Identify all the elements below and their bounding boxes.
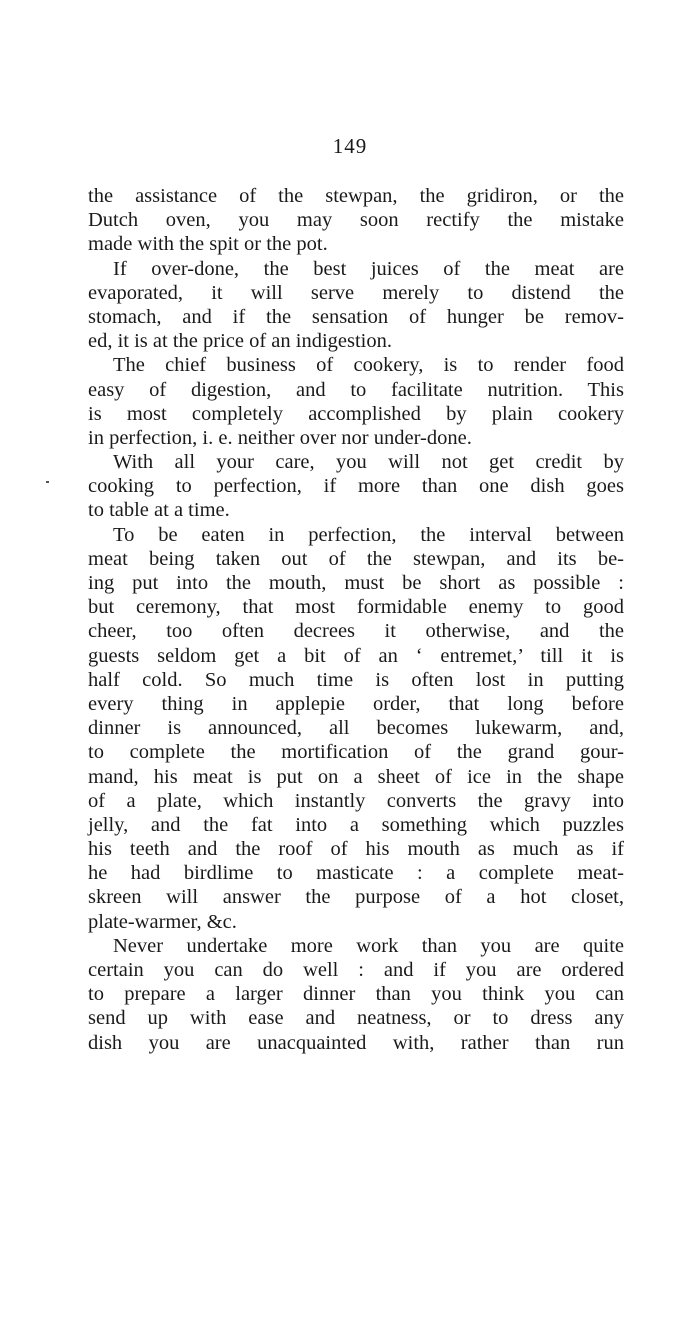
text-line: is most completely accomplished by plain cookery [88,402,624,425]
text-line: but ceremony, that most formidable enemy to good [88,596,624,619]
text-line: of a plate, which instantly converts the gravy into [88,789,624,812]
text-line: ing put into the mouth, must be short as possible : [88,572,624,594]
text-line: mand, his meat is put on a sheet of ice in the shape [88,765,624,788]
text-line: made with the spit or the pot. [88,233,328,256]
text-line: With all your care, you will not get credit by [113,451,624,474]
text-line: he had birdlime to masticate : a complete meat- [88,862,624,885]
text-line: half cold. So much time is often lost in putting [88,668,624,691]
text-line: cooking to perfection, if more than one dish goes [88,475,624,498]
text-line: in perfection, i. e. neither over nor under-done. [88,426,472,449]
text-line: The chief business of cookery, is to render food [113,354,624,377]
text-line: dish you are unacquainted with, rather than run [88,1031,624,1054]
text-line: Dutch oven, you may soon rectify the mistake [88,209,624,232]
text-line: cheer, too often decrees it otherwise, and the [88,620,624,643]
text-line: dinner is announced, all becomes lukewarm, and, [88,717,624,740]
page-number: 149 [332,134,368,158]
text-line: his teeth and the roof of his mouth as much as if [88,838,624,861]
text-line: To be eaten in perfection, the interval between [113,523,624,546]
text-line: guests seldom get a bit of an ‘ entremet,’ till it is [88,644,624,667]
text-line: ed, it is at the price of an indigestion. [88,330,393,353]
text-line: jelly, and the fat into a something which puzzles [88,813,624,836]
text-line: plate-warmer, &c. [88,910,237,933]
text-line: easy of digestion, and to facilitate nutrition. This [88,378,624,401]
text-line: evaporated, it will serve merely to distend the [88,281,624,304]
text-line: to table at a time. [88,499,230,522]
text-line: to complete the mortification of the grand gour- [88,741,624,764]
text-line: certain you can do well : and if you are ordered [88,959,624,981]
text-line: stomach, and if the sensation of hunger be remov- [88,305,624,328]
text-line: If over-done, the best juices of the meat are [113,257,624,280]
text-line: to prepare a larger dinner than you think you can [88,983,624,1006]
text-line: send up with ease and neatness, or to dress any [88,1007,624,1030]
text-line: meat being taken out of the stewpan, and its be- [88,547,624,570]
text-line: skreen will answer the purpose of a hot closet, [88,886,624,909]
text-line: every thing in applepie order, that long before [88,692,624,715]
text-line: the assistance of the stewpan, the gridiron, or the [88,185,624,207]
margin-mark [46,481,49,483]
body-text [88,184,624,1055]
text-line: Never undertake more work than you are quite [113,934,624,957]
